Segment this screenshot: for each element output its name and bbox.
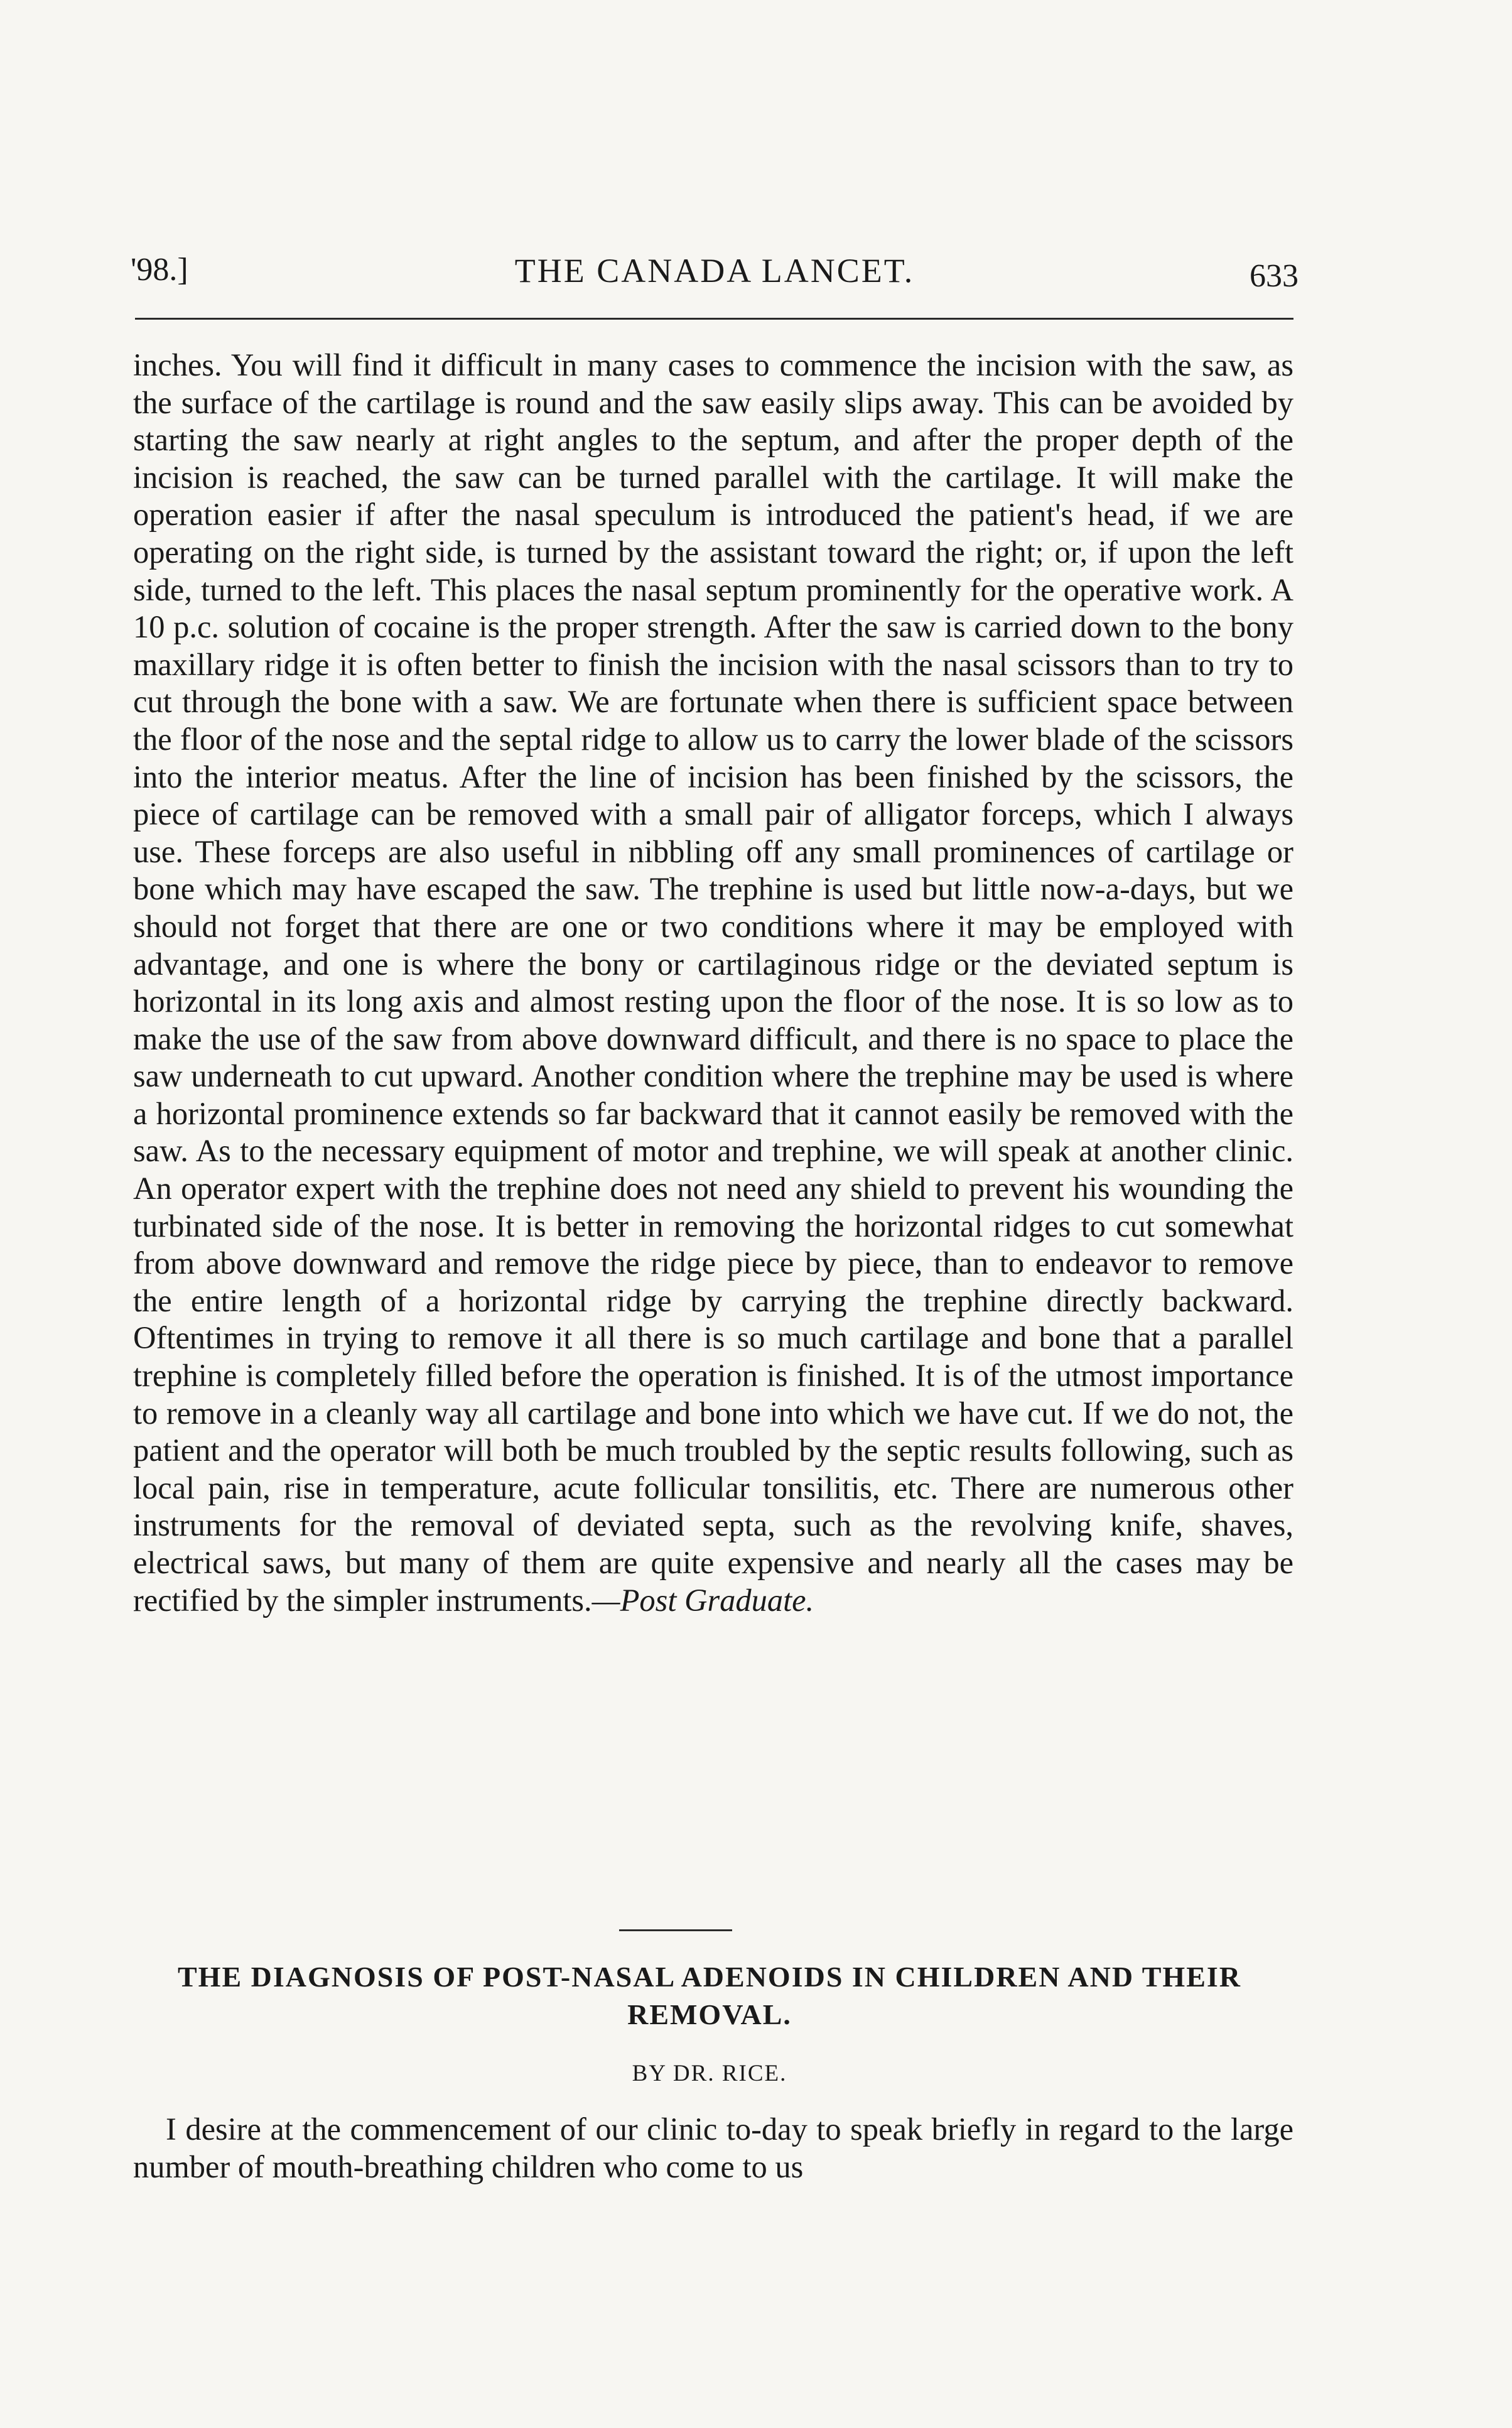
source-citation: —Post Graduate. xyxy=(591,1582,814,1618)
page-number: 633 xyxy=(1250,258,1299,294)
article-title: THE DIAGNOSIS OF POST-NASAL ADENOIDS IN CHILDREN AND THEIR REMOVAL. xyxy=(177,1961,1241,2030)
body-paragraph xyxy=(133,347,1293,1619)
section-divider xyxy=(619,1929,732,1931)
header-year: '98.] xyxy=(131,252,188,288)
header-rule xyxy=(135,318,1293,320)
paragraph-text: inches. You will find it difficult in many cases to commence the incision with the saw, as the surface of the cartilage is round and the saw easily slips away. This can be avoided by starting the saw nearly at right angles to the septum, and after the proper depth of the incision is reached, the saw can be turned parallel with the cartilage. It will make the operation easier if after the nasal speculum is introduced the patient's head, if we are operating on the right side, is turned by the assistant toward the right; or, if upon the left side, turned to the left. This places the nasal septum prominently for the operative work. A 10 p.c. solution of cocaine is the proper strength. After the saw is carried down to the bony maxillary ridge it is often better to finish the incision with the nasal scissors than to try to cut through the bone with a saw. We are fortunate when there is sufficient space between the floor of the nose and the septal ridge to allow us to carry the lower blade of the scissors into the interior meatus. After the line of incision has been finished by the scissors, the piece of cartilage can be removed with a small pair of alligator forceps, which I always use. These forceps are also useful in nibbling off any small prominences of cartilage or bone which may have escaped the saw. The trephine is used but little now-a-days, but we should not forget that there are one or two conditions where it may be employed with advantage, and one is where the bony or cartilaginous ridge or the deviated septum is horizontal in its long axis and almost resting upon the floor of the nose. It is so low as to make the use of the saw from above downward difficult, and there is no space to place the saw underneath to cut upward. Another condition where the trephine may be used is where a horizontal prominence extends so far backward that it cannot easily be removed with the saw. As to the necessary equipment of motor and trephine, we will speak at another clinic. An operator expert with the trephine does not need any shield to prevent his wounding the turbinated side of the nose. It is better in removing the horizontal ridges to cut somewhat from above downward and remove the ridge piece by piece, than to endeavor to remove the entire length of a horizontal ridge by carrying the trephine directly backward. Oftentimes in trying to remove it all there is so much cartilage and bone that a parallel trephine is completely filled before the operation is finished. It is of the utmost importance to remove in a cleanly way all cartilage and bone into which we have cut. If we do not, the patient and the operator will both be much troubled by the septic results following, such as local pain, rise in temperature, acute follicular tonsilitis, etc. There are numerous other instruments for the removal of deviated septa, such as the revolving knife, shaves, electrical saws, but many of them are quite expensive and nearly all the cases may be rectified by the simpler instruments. xyxy=(133,347,1293,1618)
article-intro-paragraph: I desire at the commencement of our clinic to-day to speak briefly in regard to the large number of mouth-breathing children who come to us xyxy=(133,2111,1293,2184)
running-header xyxy=(131,251,1299,308)
article-byline: BY DR. RICE. xyxy=(632,2061,787,2086)
journal-title: THE CANADA LANCET. xyxy=(514,252,915,290)
